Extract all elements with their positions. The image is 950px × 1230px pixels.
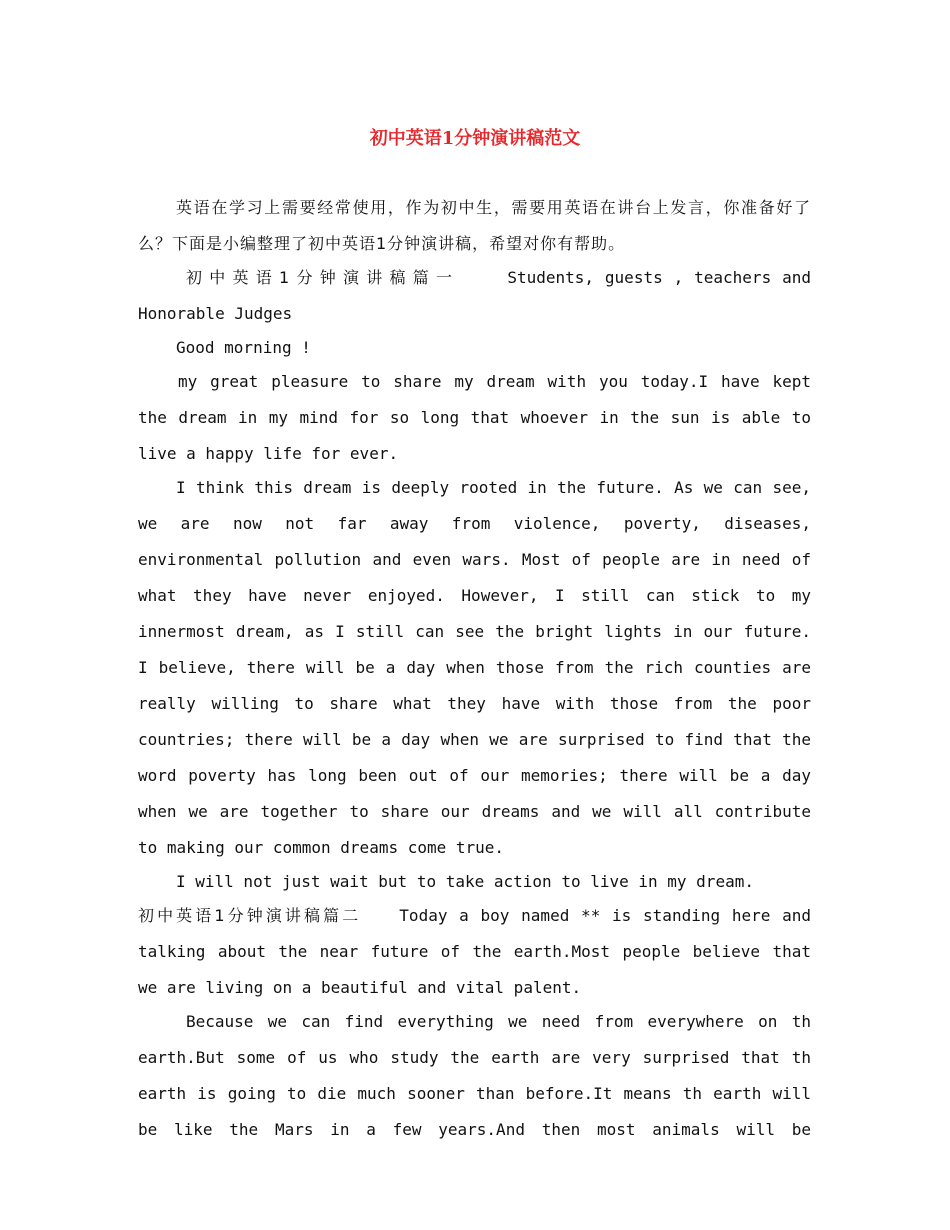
intro-paragraph: 英语在学习上需要经常使用，作为初中生，需要用英语在讲台上发言，你准备好了么？下面是小编整理了初中英语1分钟演讲稿，希望对你有帮助。 — [138, 198, 811, 253]
greeting-line: Students, guests , teachers and Honorable Judges — [138, 268, 811, 323]
section2-paragraph-2: Because we can find everything we need from everywhere on th earth.But some of us who study the earth are very surprised that th earth is going to die much sooner than before.It means th earth will be like the Mars in a few years.And then most animals will be — [138, 1012, 811, 1139]
section1-heading: 初中英语1分钟演讲稿篇一 — [186, 268, 460, 287]
section1-paragraph-3: I will not just wait but to take action to live in my dream. — [176, 872, 754, 891]
section1-paragraph-1: my great pleasure to share my dream with you today.I have kept the dream in my mind for so long that whoever in the sun is able to live a happy life for ever. — [138, 372, 811, 463]
section1-heading-paragraph — [138, 260, 811, 332]
section2-heading: 初中英语1分钟演讲稿篇二 — [138, 906, 362, 925]
section1-paragraph-2: I think this dream is deeply rooted in the future. As we can see, we are now not far away from violence, poverty, diseases, environmental pollution and even wars. Most of people are in need of what they have never enjoyed. However, I still can stick to my innermost dream, as I still can see the bright lights in our future. I believe, there will be a day when those from the rich counties are really willing to share what they have with those from the poor countries; there will be a day when we are surprised to find that the word poverty has long been out of our memories; there will be a day when we are together to share our dreams and we will all contribute to making our common dreams come true. — [138, 478, 811, 857]
section2-heading-paragraph — [138, 898, 811, 1006]
document-body — [138, 190, 811, 1148]
document-title: 初中英语1分钟演讲稿范文 — [369, 128, 581, 149]
section2-paragraph-1: Today a boy named ** is standing here and talking about the near future of the earth.Most people believe that we are living on a beautiful and vital palent. — [138, 906, 811, 997]
good-morning-line: Good morning ! — [176, 338, 311, 357]
